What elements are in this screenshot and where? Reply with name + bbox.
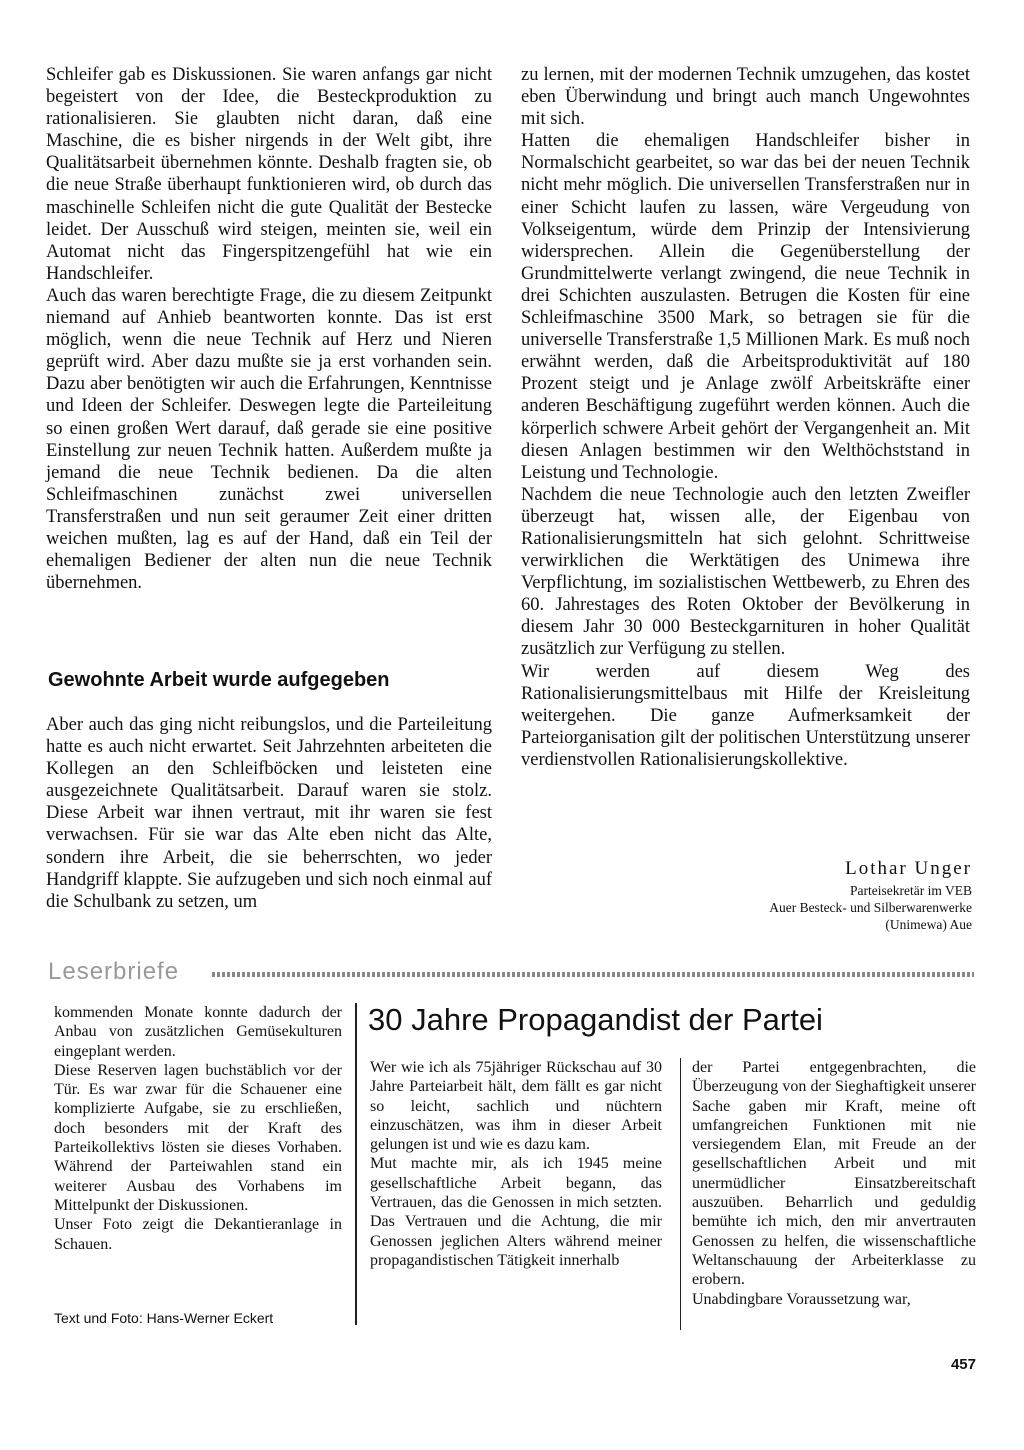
article-left-column-2 (46, 714, 492, 913)
letter-column (54, 1003, 342, 1254)
paragraph: Unser Foto zeigt die Dekantieranlage in Schauen. (54, 1216, 342, 1253)
section-heading: Gewohnte Arbeit wurde aufgegeben (48, 669, 390, 691)
paragraph: Auch das waren berechtigte Frage, die zu diesem Zeitpunkt niemand auf Anhieb beantworten konnte. Das ist erst möglich, wenn die neue Technik auf Herz und Nieren geprüft wird. Aber dazu mußte sie ja erst vorhanden sein. Dazu aber benötigten wir auch die Erfahrungen, Kenntnisse und Ideen der Schleifer. Deswegen legte die Parteileitung so einen großen Wert darauf, daß gerade sie eine positive Einstellung zur neuen Technik hatten. Außerdem mußte ja jemand die neue Technik bedienen. Da die alten Schleifmaschinen zunächst zwei universellen Transferstraßen und nun seit geraumer Zeit einer dritten weichen mußten, lag es auf der Hand, daß ein Teil der ehemaligen Bediener der alten nun die neue Technik übernehmen. (46, 285, 492, 594)
paragraph: Aber auch das ging nicht reibungslos, und die Parteileitung hatte es auch nicht erwartet. Seit Jahrzehnten arbeiteten die Kollegen an den Schleifböcken und leisteten eine ausgezeichnete Qualitätsarbeit. Darauf waren sie stolz. Diese Arbeit war ihnen vertraut, mit ihr waren sie fest verwachsen. Für sie war das Alte eben nicht das Alte, sondern ihre Arbeit, die sie beherrschten, wo jeder Handgriff klappte. Sie aufzugeben und sich noch einmal auf die Schulbank zu setzen, um (46, 715, 492, 912)
author-title-3: (Unimewa) Aue (885, 917, 972, 932)
photo-credit: Text und Foto: Hans-Werner Eckert (54, 1310, 274, 1326)
paragraph: Nachdem die neue Technologie auch den letzten Zweifler überzeugt hat, wissen alle, der Eigenbau von Rationalisierungsmitteln hat sich gelohnt. Schrittweise verwirklichen die Werktätigen des Unimewa ihre Verpflichtung, im sozialistischen Wettbewerb, zu Ehren des 60. Jahrestages des Roten Oktober der Bevölkerung in diesem Jahr 30 000 Besteckgarnituren in hoher Qualität zusätzlich zur Verfügung zu stellen. (521, 484, 970, 660)
paragraph: Mut machte mir, als ich 1945 meine gesellschaftliche Arbeit begann, das Vertrauen, das die Genossen in mich setzten. Das Vertrauen und die Achtung, die mir Genossen jeglichen Alters während meiner propagandistischen Tätigkeit innerhalb (370, 1155, 662, 1269)
paragraph: der Partei entgegenbrachten, die Überzeugung von der Sieghaftigkeit unserer Sache gaben mir Kraft, meine oft umfangreichen Funktionen mit nie versiegendem Elan, mit Freude an der gesellschaftlichen Arbeit und mit unermüdlicher Einsatzbereitschaft auszuüben. Beharrlich und geduldig bemühte ich mich, den mir anvertrauten Genossen zu helfen, die wissenschaftliche Weltanschauung der Arbeiterklasse zu erobern. (692, 1059, 976, 1289)
author-name: Lothar Unger (845, 858, 972, 879)
paragraph: Schleifer gab es Diskussionen. Sie waren anfangs gar nicht begeistert von der Idee, die Besteckproduktion zu rationalisieren. Sie glaubten nicht daran, daß eine Maschine, die es bisher nirgends in der Welt gibt, ihre Qualitätsarbeit übernehmen könnte. Deshalb fragten sie, ob die neue Straße überhaupt funktionieren wird, ob durch das maschinelle Schleifen nicht die gute Qualität der Bestecke leidet. Der Ausschuß wird steigen, meinten sie, weil ein Automat nicht das Fingerspitzengefühl hat wie ein Handschleifer. (46, 65, 492, 284)
letter-title: 30 Jahre Propagandist der Partei (368, 1002, 823, 1037)
paragraph: Hatten die ehemaligen Handschleifer bisher in Normalschicht gearbeitet, so war das bei der neuen Technik nicht mehr möglich. Die universellen Transferstraßen nur in einer Schicht laufen zu lassen, wäre Vergeudung von Volkseigentum, würde dem Prinzip der Intensivierung widersprechen. Allein die Gegenüberstellung der Grundmittelwerte verlangt zwingend, die neue Technik in drei Schichten auszulasten. Betrugen die Kosten für eine Schleifmaschine 3500 Mark, so betragen sie für die universelle Transferstraße 1,5 Millionen Mark. Es muß noch erwähnt werden, daß die Arbeitsproduktivität auf 180 Prozent steigt und je Anlage zwölf Arbeitskräfte einer anderen Beschäftigung zugeführt werden können. Auch die körperlich schwere Arbeit gehört der Vergangenheit an. Mit diesen Anlagen bestimmen wir den Welthöchststand in Leistung und Technologie. (521, 131, 970, 483)
paragraph: zu lernen, mit der modernen Technik umzugehen, das kostet eben Überwindung und bringt auch manch Ungewohntes mit sich. (521, 65, 970, 130)
page-number: 457 (950, 1356, 976, 1373)
paragraph: kommenden Monate konnte dadurch der Anbau von zusätzlichen Gemüsekulturen eingeplant werden. (54, 1004, 342, 1060)
column-divider (355, 1003, 357, 1325)
letter2-column-1 (370, 1058, 662, 1270)
dotted-rule (212, 972, 974, 977)
section-label: Leserbriefe (48, 958, 180, 985)
column-divider-2 (680, 1058, 681, 1330)
article-right-column (521, 64, 970, 771)
letter2-column-2 (692, 1058, 976, 1309)
paragraph: Unabdingbare Voraussetzung war, (692, 1290, 911, 1308)
paragraph: Wir werden auf diesem Weg des Rationalisierungsmittelbaus mit Hilfe der Kreisleitung weitergehen. Die ganze Aufmerksamkeit der Parteiorganisation gilt der politischen Unterstützung unserer verdienstvollen Rationalisierungskollektive. (521, 661, 970, 770)
author-title-1: Parteisekretär im VEB (850, 883, 972, 898)
article-left-column (46, 64, 492, 594)
author-title-2: Auer Besteck- und Silberwarenwerke (769, 900, 972, 915)
paragraph: Diese Reserven lagen buchstäblich vor der Tür. Es war zwar für die Schauener eine komplizierte Aufgabe, sie zu erschließen, doch besonders mit der Kraft des Parteikollektivs lösten sie dieses Vorhaben. Während der Parteiwahlen stand ein weiterer Ausbau des Vorhabens im Mittelpunkt der Diskussionen. (54, 1061, 342, 1214)
paragraph: Wer wie ich als 75jähriger Rückschau auf 30 Jahre Parteiarbeit hält, dem fällt es gar nicht so leicht, sachlich und nüchtern einzuschätzen, was ihm in dieser Arbeit gelungen ist und wie es dazu kam. (370, 1059, 662, 1154)
